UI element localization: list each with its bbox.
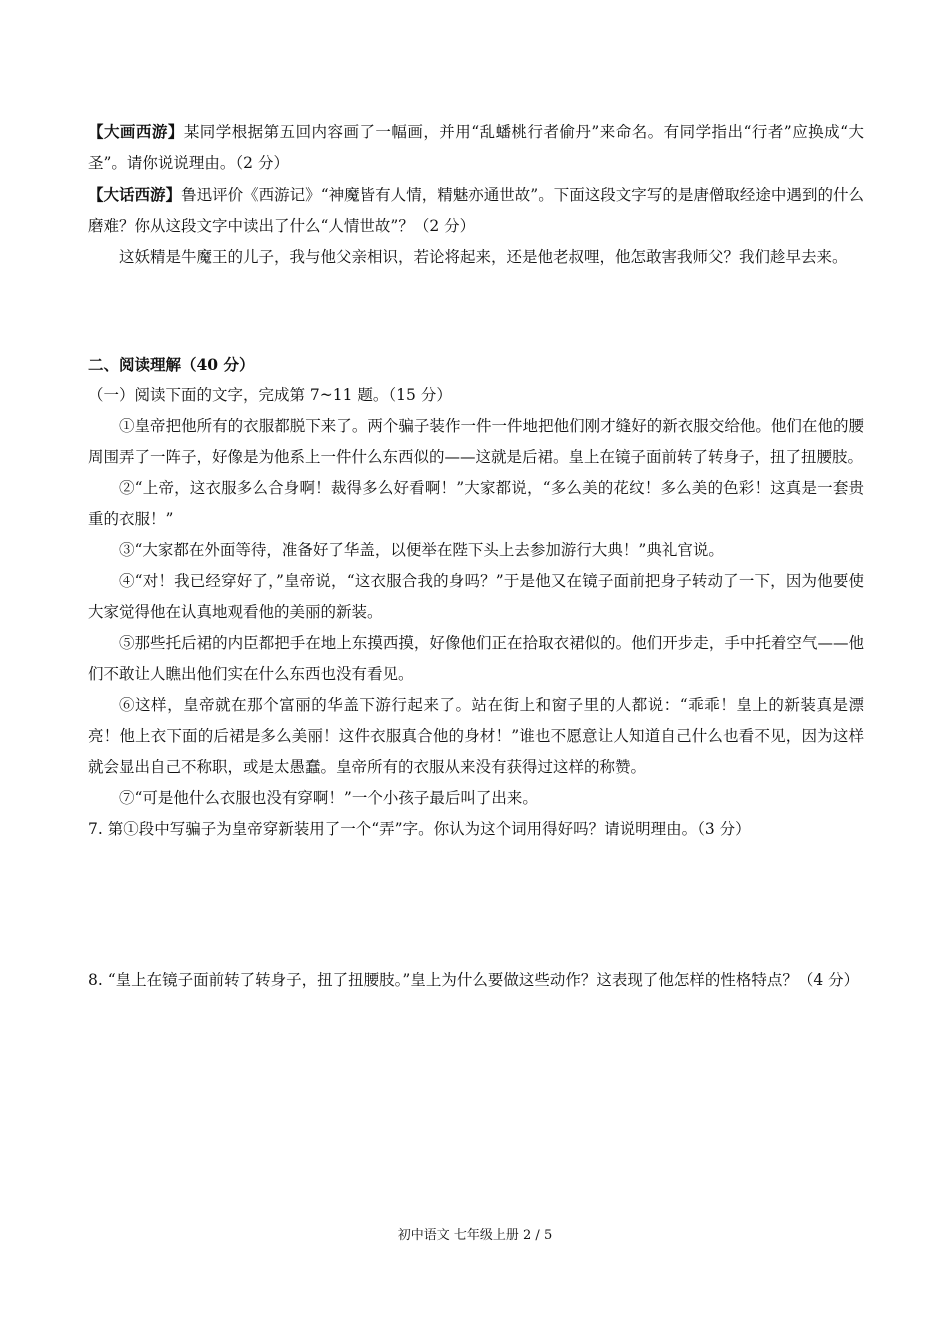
- question-text: 鲁迅评价《西游记》“神魔皆有人情，精魅亦通世故”。下面这段文字写的是唐僧取经途中遇到的什么磨难？你从这段文字中读出了什么“人情世故”？（2 分）: [88, 186, 864, 235]
- question-text: 某同学根据第五回内容画了一幅画，并用“乱蟠桃行者偷丹”来命名。有同学指出“行者”应换成“大圣”。请你说说理由。（2 分）: [88, 123, 864, 172]
- exam-page: [88, 116, 864, 996]
- reading-intro: （一）阅读下面的文字，完成第 7~11 题。（15 分）: [88, 386, 452, 404]
- question-label: 【大画西游】: [88, 122, 184, 141]
- passage-paragraph: ④“对！我已经穿好了，”皇帝说，“这衣服合我的身吗？”于是他又在镜子面前把身子转动了一下，因为他要使大家觉得他在认真地观看他的美丽的新装。: [88, 572, 864, 621]
- question-label: 【大话西游】: [88, 185, 182, 204]
- passage-paragraph: ①皇帝把他所有的衣服都脱下来了。两个骗子装作一件一件地把他们刚才缝好的新衣服交给他。他们在他的腰周围弄了一阵子，好像是为他系上一件什么东西似的——这就是后裙。皇上在镜子面前转了转身子，扭了扭腰肢。: [88, 417, 864, 466]
- question-7: 7. 第①段中写骗子为皇帝穿新装用了一个“弄”字。你认为这个词用得好吗？请说明理由。（3 分）: [88, 820, 751, 838]
- section-title: 二、阅读理解（40 分）: [88, 355, 255, 374]
- passage-paragraph: ②“上帝，这衣服多么合身啊！裁得多么好看啊！”大家都说，“多么美的花纹！多么美的色彩！这真是一套贵重的衣服！”: [88, 479, 864, 528]
- question-8: 8. “皇上在镜子面前转了转身子，扭了扭腰肢。”皇上为什么要做这些动作？这表现了他怎样的性格特点？（4 分）: [88, 971, 860, 989]
- passage-paragraph: ⑦“可是他什么衣服也没有穿啊！”一个小孩子最后叫了出来。: [119, 789, 538, 807]
- passage-paragraph: ⑥这样，皇帝就在那个富丽的华盖下游行起来了。站在街上和窗子里的人都说：“乖乖！皇上的新装真是漂亮！他上衣下面的后裙是多么美丽！这件衣服真合他的身材！”谁也不愿意让人知道自己什么也看不见，因为这样就会显出自己不称职，或是太愚蠢。皇帝所有的衣服从来没有获得过这样的称赞。: [88, 696, 864, 776]
- passage-paragraph: ③“大家都在外面等待，准备好了华盖，以便举在陛下头上去参加游行大典！”典礼官说。: [119, 541, 724, 559]
- passage-paragraph: ⑤那些托后裙的内臣都把手在地上东摸西摸，好像他们正在拾取衣裙似的。他们开步走，手中托着空气——他们不敢让人瞧出他们实在什么东西也没有看见。: [88, 634, 864, 683]
- question-dahua-xiyou: [88, 116, 864, 179]
- quoted-passage: 这妖精是牛魔王的儿子，我与他父亲相识，若论将起来，还是他老叔哩，他怎敢害我师父？我们趁早去来。: [119, 248, 848, 266]
- page-footer: 初中语文 七年级上册 2 / 5: [397, 1228, 553, 1243]
- question-dahua-xiyou-2: [88, 179, 864, 242]
